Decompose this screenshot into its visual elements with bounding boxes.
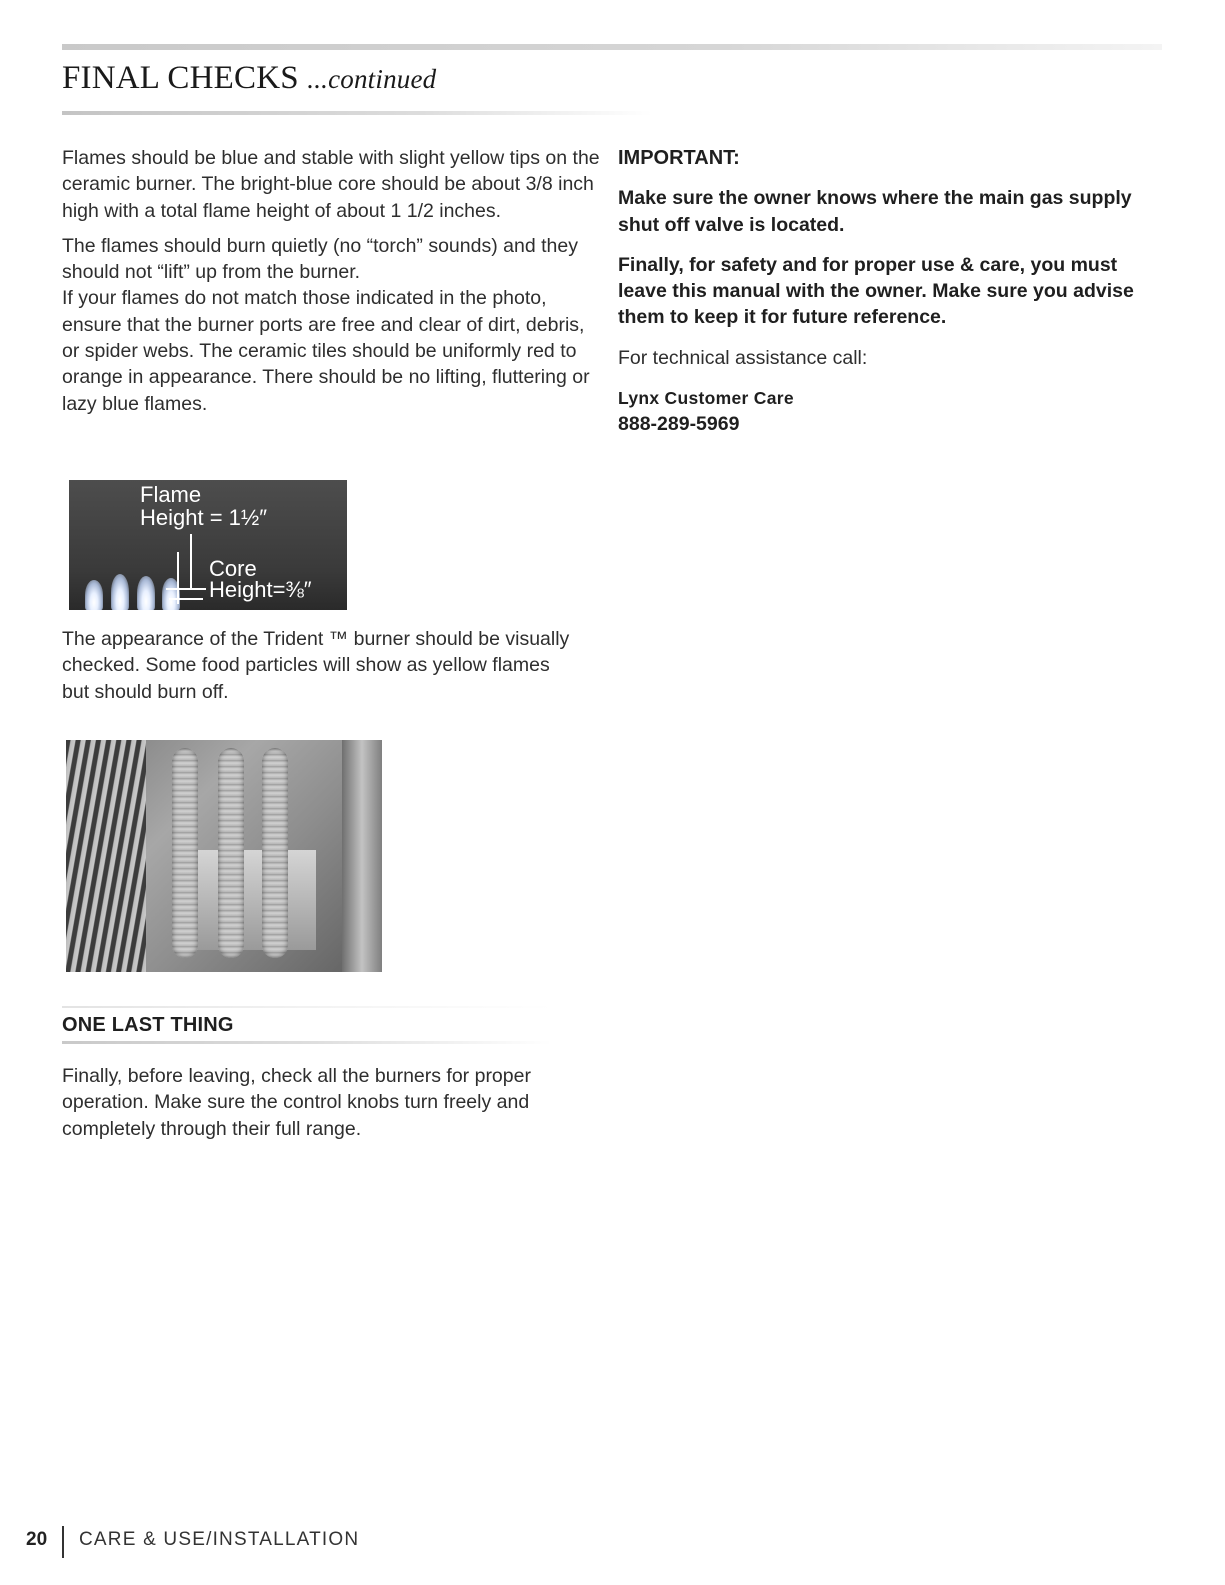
left-column	[62, 145, 602, 417]
flame-label: Flame	[140, 482, 202, 507]
company-name: Lynx Customer Care	[618, 388, 794, 409]
trident-burner-paragraph: The appearance of the Trident ™ burner should be visually checked. Some food particles will show as yellow flames but should burn off.	[62, 628, 570, 703]
right-column	[618, 145, 1158, 438]
section-rule-bottom	[62, 1041, 552, 1044]
manual-note: Finally, for safety and for proper use & care, you must leave this manual with the owner. Make sure you advise them to keep it for future reference.	[618, 253, 1134, 329]
header-rule	[62, 44, 1162, 50]
phone-number: 888-289-5969	[618, 413, 740, 436]
page-number: 20	[26, 1529, 48, 1550]
gas-valve-note: Make sure the owner knows where the main gas supply shut off valve is located.	[618, 187, 1132, 236]
footer-divider	[62, 1526, 64, 1558]
flame-height-photo	[69, 480, 347, 610]
section-heading: ONE LAST THING	[62, 1014, 234, 1036]
flame-noise-paragraph: The flames should burn quietly (no “torch” sounds) and they should not “lift” up from the burner.	[62, 234, 578, 284]
section-rule-top	[62, 1006, 552, 1008]
footer-section-label: CARE & USE/INSTALLATION	[79, 1529, 360, 1550]
core-label: Core	[209, 556, 257, 581]
flame-description-paragraph: Flames should be blue and stable with slight yellow tips on the ceramic burner. The bright-blue core should be about 3/8 inch high with a total flame height of about 1 1/2 inches.	[62, 147, 600, 222]
final-check-paragraph: Finally, before leaving, check all the burners for proper operation. Make sure the control knobs turn freely and completely through their full range.	[62, 1065, 531, 1140]
title-underline	[62, 111, 652, 115]
core-height-label: Height=⅜″	[209, 577, 312, 602]
page-title-suffix: ...continued	[307, 64, 437, 94]
flame-troubleshoot-paragraph: If your flames do not match those indicated in the photo, ensure that the burner ports are free and clear of dirt, debris, or spider webs. The ceramic tiles should be uniformly red to orange in appearance. There should be no lifting, fluttering or lazy blue flames.	[62, 287, 590, 415]
important-label: IMPORTANT:	[618, 147, 740, 169]
section-body	[62, 1063, 562, 1142]
flame-height-label: Height = 1½″	[140, 505, 268, 530]
assistance-label: For technical assistance call:	[618, 346, 868, 369]
page-title-text: FINAL CHECKS	[62, 60, 299, 96]
page-title	[62, 60, 436, 97]
trident-burner-photo	[66, 740, 382, 972]
